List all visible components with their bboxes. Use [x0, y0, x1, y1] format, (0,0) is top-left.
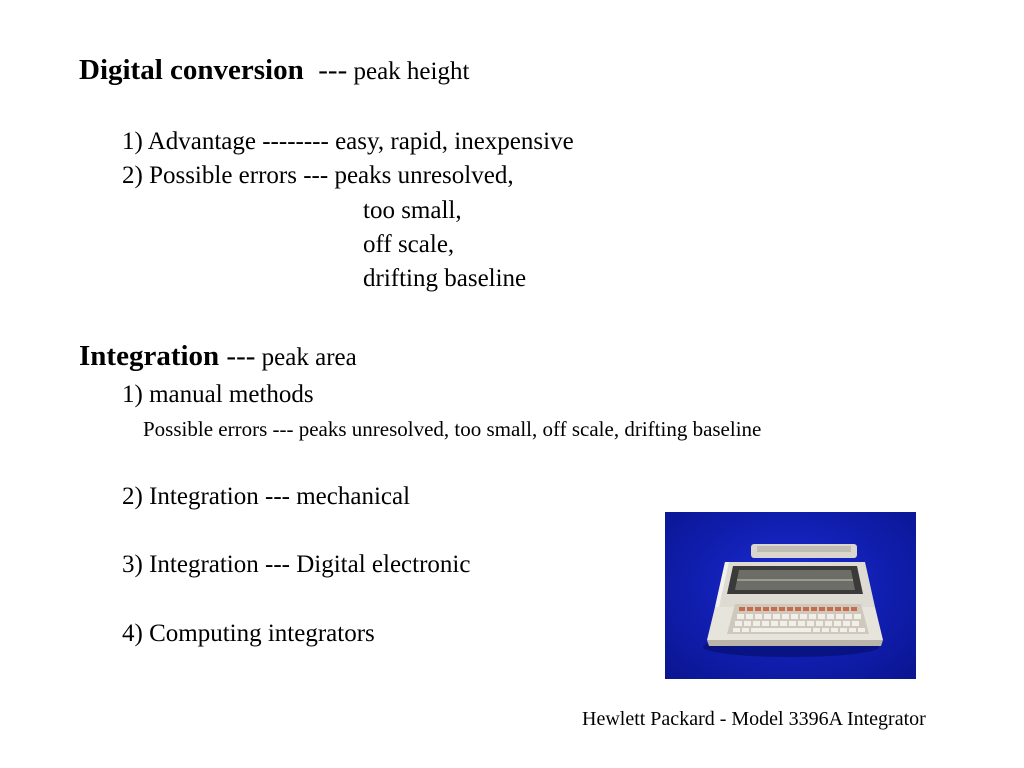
heading-title: Digital conversion: [79, 54, 304, 86]
section-heading-digital-conversion: [79, 56, 469, 85]
manual-methods-line: 1) manual methods: [122, 381, 314, 408]
possible-errors-drifting-baseline: drifting baseline: [363, 265, 527, 292]
heading-separator: ---: [318, 54, 348, 86]
possible-errors-off-scale: off scale,: [363, 231, 455, 258]
computing-integrators-line: 4) Computing integrators: [122, 620, 375, 647]
manual-methods-errors-note: Possible errors --- peaks unresolved, too small, off scale, drifting baseline: [143, 417, 762, 441]
integrator-device-illustration: [665, 512, 916, 679]
possible-errors-line: 2) Possible errors --- peaks unresolved,: [122, 162, 514, 189]
heading-subtitle: peak height: [353, 58, 470, 85]
possible-errors-too-small: too small,: [363, 197, 462, 224]
figure-caption: Hewlett Packard - Model 3396A Integrator: [582, 708, 926, 730]
integrator-photo: [665, 512, 916, 679]
advantage-line: 1) Advantage -------- easy, rapid, inexpensive: [122, 128, 574, 155]
heading-separator: ---: [226, 340, 256, 372]
digital-electronic-integration-line: 3) Integration --- Digital electronic: [122, 551, 471, 578]
section-heading-integration: [79, 342, 357, 371]
heading-title: Integration: [79, 340, 220, 372]
mechanical-integration-line: 2) Integration --- mechanical: [122, 483, 411, 510]
heading-subtitle: peak area: [261, 344, 357, 371]
